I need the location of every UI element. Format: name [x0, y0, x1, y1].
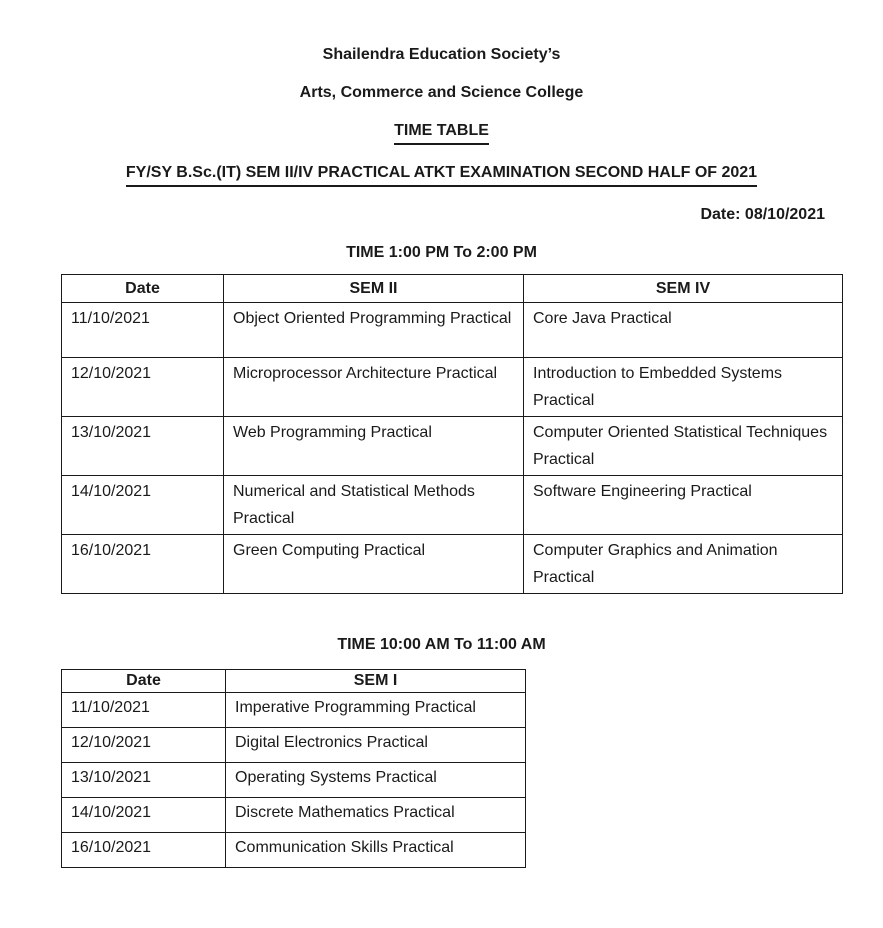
column-header: Date — [62, 275, 224, 303]
table-row — [62, 476, 843, 535]
table-row — [62, 417, 843, 476]
header-row — [62, 275, 843, 303]
table-cell: Core Java Practical — [524, 303, 843, 358]
table-cell: Introduction to Embedded Systems Practical — [524, 358, 843, 417]
table-cell: 13/10/2021 — [62, 417, 224, 476]
column-header: SEM I — [226, 670, 526, 693]
table-cell: Digital Electronics Practical — [226, 728, 526, 763]
table-row — [62, 693, 526, 728]
table-cell: Discrete Mathematics Practical — [226, 798, 526, 833]
table-cell: Object Oriented Programming Practical — [224, 303, 524, 358]
column-header: SEM IV — [524, 275, 843, 303]
table-cell: Microprocessor Architecture Practical — [224, 358, 524, 417]
table-cell: 14/10/2021 — [62, 798, 226, 833]
table-cell: 12/10/2021 — [62, 358, 224, 417]
time-slot-heading-2: TIME 10:00 AM To 11:00 AM — [337, 636, 546, 653]
exam-title-text: FY/SY B.Sc.(IT) SEM II/IV PRACTICAL ATKT EXAMINATION SECOND HALF OF 2021 — [126, 163, 757, 187]
table-cell: 11/10/2021 — [62, 693, 226, 728]
time-slot-heading-1: TIME 1:00 PM To 2:00 PM — [346, 244, 537, 261]
table-row — [62, 303, 843, 358]
timetable-title — [0, 121, 883, 145]
table-cell: Numerical and Statistical Methods Practical — [224, 476, 524, 535]
table-cell: 16/10/2021 — [62, 535, 224, 594]
table-row — [62, 358, 843, 417]
table-cell: Operating Systems Practical — [226, 763, 526, 798]
header-row — [62, 670, 526, 693]
table-cell: 14/10/2021 — [62, 476, 224, 535]
table-cell: Green Computing Practical — [224, 535, 524, 594]
table-cell: 11/10/2021 — [62, 303, 224, 358]
table-cell: Imperative Programming Practical — [226, 693, 526, 728]
date-line: Date: 08/10/2021 — [700, 206, 825, 223]
column-header: SEM II — [224, 275, 524, 303]
table-row — [62, 833, 526, 868]
exam-title — [0, 163, 883, 187]
table-cell: Computer Graphics and Animation Practical — [524, 535, 843, 594]
table-row — [62, 763, 526, 798]
column-header: Date — [62, 670, 226, 693]
table-cell: 13/10/2021 — [62, 763, 226, 798]
table-cell: 16/10/2021 — [62, 833, 226, 868]
table-row — [62, 728, 526, 763]
table-cell: Communication Skills Practical — [226, 833, 526, 868]
sem1-timetable — [61, 669, 526, 868]
table-cell: Software Engineering Practical — [524, 476, 843, 535]
table-cell: Computer Oriented Statistical Techniques Practical — [524, 417, 843, 476]
society-name: Shailendra Education Society’s — [322, 46, 561, 63]
table-cell: 12/10/2021 — [62, 728, 226, 763]
college-name: Arts, Commerce and Science College — [299, 84, 584, 101]
timetable-title-text: TIME TABLE — [394, 121, 489, 145]
table-row — [62, 535, 843, 594]
table-cell: Web Programming Practical — [224, 417, 524, 476]
table-row — [62, 798, 526, 833]
sem2-sem4-timetable — [61, 274, 843, 594]
